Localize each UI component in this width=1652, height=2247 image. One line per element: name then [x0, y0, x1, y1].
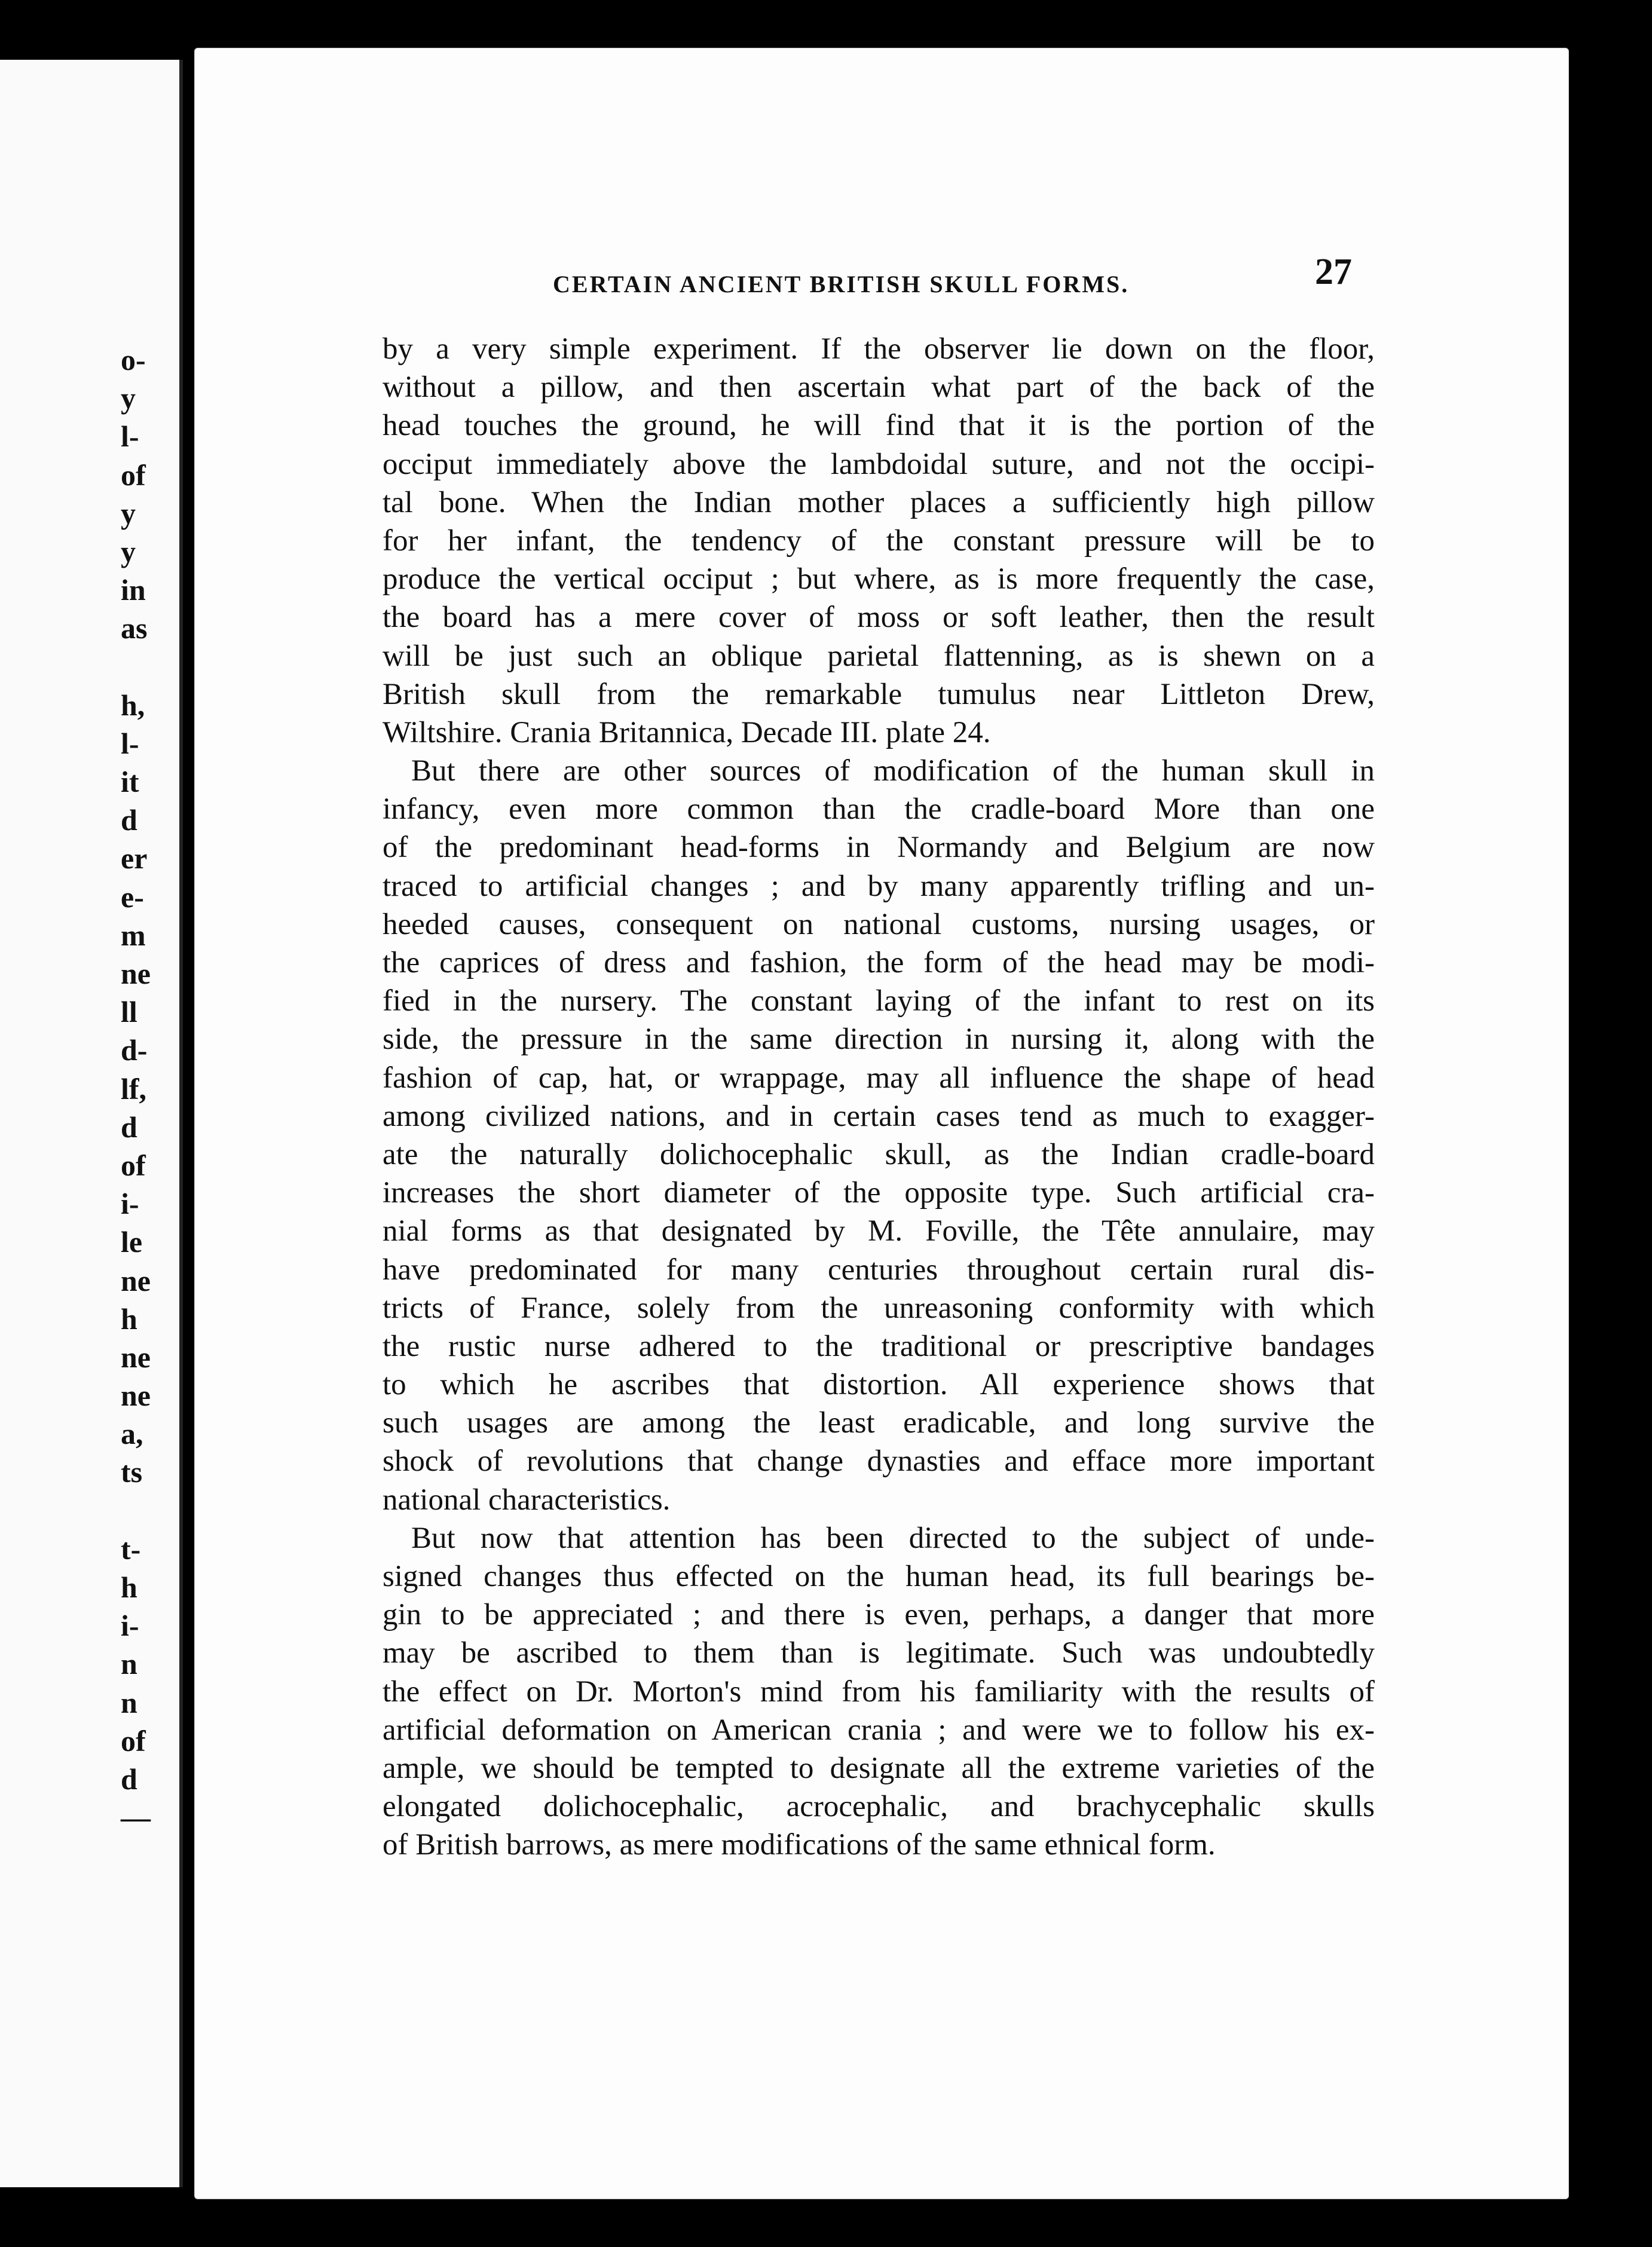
scan-speck	[1614, 526, 1625, 544]
facing-page-fragment: of	[121, 1148, 146, 1182]
text-line: by a very simple experiment. If the observer lie down on the floor,	[383, 332, 1375, 366]
facing-page-fragment: in	[121, 573, 146, 607]
text-line: such usages are among the least eradicable, and long survive the	[383, 1406, 1375, 1440]
text-line: side, the pressure in the same direction in nursing it, along with the	[383, 1023, 1375, 1057]
facing-page-fragment: —	[121, 1801, 151, 1835]
scan-speck	[1171, 30, 1176, 37]
facing-page-fragment: d	[121, 803, 137, 837]
text-line: of the predominant head-forms in Normandy and Belgium are now	[383, 831, 1375, 865]
text-line: shock of revolutions that change dynasties and efface more important	[383, 1444, 1375, 1478]
text-line: fashion of cap, hat, or wrappage, may all influence the shape of head	[383, 1061, 1375, 1095]
body-text	[383, 330, 1375, 1865]
text-line: elongated dolichocephalic, acrocephalic, and brachycephalic skulls	[383, 1790, 1375, 1824]
facing-page-fragment: l-	[121, 420, 139, 454]
facing-page-fragment: ne	[121, 1379, 151, 1413]
facing-page-fragment: e-	[121, 880, 144, 914]
text-line: nial forms as that designated by M. Foville, the Tête annulaire, may	[383, 1214, 1375, 1248]
running-head: CERTAIN ANCIENT BRITISH SKULL FORMS.	[553, 271, 1130, 298]
facing-page-fragment: h	[121, 1571, 137, 1604]
facing-page-fragment: lf,	[121, 1072, 147, 1106]
facing-page-fragment: of	[121, 1723, 146, 1758]
text-line: tricts of France, solely from the unreasoning conformity with which	[383, 1291, 1375, 1325]
text-line: traced to artificial changes ; and by many apparently trifling and un-	[383, 869, 1375, 903]
facing-page-fragment: it	[121, 765, 139, 799]
text-line: ample, we should be tempted to designate all the extreme varieties of the	[383, 1751, 1375, 1785]
facing-page-fragment: ts	[121, 1455, 143, 1489]
facing-page-fragment	[121, 1492, 175, 1530]
facing-page-edge	[0, 60, 183, 2187]
facing-page-fragment: y	[121, 381, 136, 415]
text-line: ate the naturally dolichocephalic skull, as the Indian cradle-board	[383, 1137, 1375, 1171]
facing-page-fragment: y	[121, 534, 136, 568]
facing-page-fragment: l-	[121, 726, 139, 760]
page-number: 27	[1315, 252, 1352, 292]
text-line: may be ascribed to them than is legitimate. Such was undoubtedly	[383, 1636, 1375, 1670]
facing-page-fragment: h,	[121, 688, 145, 722]
text-line: fied in the nursery. The constant laying of the infant to rest on its	[383, 984, 1375, 1018]
facing-page-fragment: m	[121, 918, 146, 952]
facing-page-fragment: i-	[121, 1609, 139, 1643]
text-line: heeded causes, consequent on national customs, nursing usages, or	[383, 907, 1375, 941]
text-line: infancy, even more common than the cradle-board More than one	[383, 792, 1375, 826]
scan-speck	[1452, 18, 1461, 24]
facing-page-fragment: er	[121, 841, 148, 875]
facing-page-fragment: d	[121, 1110, 137, 1144]
text-line: of British barrows, as mere modifications of the same ethnical form.	[383, 1828, 1216, 1862]
text-line: gin to be appreciated ; and there is even, perhaps, a danger that more	[383, 1598, 1375, 1632]
facing-page-fragment: o-	[121, 343, 146, 376]
text-line: to which he ascribes that distortion. All experience shows that	[383, 1368, 1375, 1402]
text-line: the rustic nurse adhered to the traditional or prescriptive bandages	[383, 1329, 1375, 1363]
text-line: signed changes thus effected on the human head, its full bearings be-	[383, 1560, 1375, 1593]
text-line: tal bone. When the Indian mother places a sufficiently high pillow	[383, 485, 1375, 519]
text-line: Wiltshire. Crania Britannica, Decade III. plate 24.	[383, 715, 991, 749]
text-line: national characteristics.	[383, 1483, 671, 1517]
facing-page-fragment: t-	[121, 1532, 141, 1566]
text-line: the caprices of dress and fashion, the form of the head may be modi-	[383, 946, 1375, 979]
facing-page-fragment: i-	[121, 1187, 139, 1221]
text-line: artificial deformation on American crania ; and were we to follow his ex-	[383, 1713, 1375, 1747]
text-line: increases the short diameter of the opposite type. Such artificial cra-	[383, 1176, 1375, 1210]
text-line: But there are other sources of modification of the human skull in	[411, 754, 1375, 788]
text-line: But now that attention has been directed to the subject of unde-	[411, 1521, 1375, 1555]
facing-page-fragment: d-	[121, 1033, 148, 1067]
facing-page-fragment: le	[121, 1225, 143, 1259]
text-line: without a pillow, and then ascertain what part of the back of the	[383, 371, 1375, 405]
facing-page-fragment: ne	[121, 1340, 151, 1374]
facing-page-fragment: of	[121, 458, 146, 492]
facing-page-fragment: ne	[121, 957, 151, 990]
text-line: occiput immediately above the lambdoidal suture, and not the occipi-	[383, 447, 1375, 481]
scan-speck	[1584, 305, 1587, 341]
text-line: for her infant, the tendency of the constant pressure will be to	[383, 524, 1375, 558]
facing-page-fragment: n	[121, 1647, 137, 1681]
facing-page-fragment: as	[121, 611, 148, 645]
text-line: British skull from the remarkable tumulus near Littleton Drew,	[383, 677, 1375, 711]
text-line: will be just such an oblique parietal flattenning, as is shewn on a	[383, 639, 1375, 673]
text-line: produce the vertical occiput ; but where, as is more frequently the case,	[383, 562, 1375, 596]
text-line: head touches the ground, he will find that it is the portion of the	[383, 409, 1375, 443]
facing-page-fragment: y	[121, 496, 136, 530]
facing-page-text-fragments	[121, 341, 175, 1836]
text-line: have predominated for many centuries throughout certain rural dis-	[383, 1253, 1375, 1287]
facing-page-fragment: ne	[121, 1263, 151, 1297]
facing-page-fragment: a,	[121, 1417, 143, 1451]
facing-page-fragment: d	[121, 1762, 137, 1796]
text-line: the board has a mere cover of moss or soft leather, then the result	[383, 601, 1375, 635]
facing-page-fragment: ll	[121, 995, 137, 1029]
facing-page-fragment	[121, 648, 175, 686]
text-line: among civilized nations, and in certain cases tend as much to exagger-	[383, 1099, 1375, 1133]
facing-page-fragment: h	[121, 1302, 137, 1336]
facing-page-fragment: n	[121, 1685, 137, 1719]
text-line: the effect on Dr. Morton's mind from his familiarity with the results of	[383, 1674, 1375, 1709]
